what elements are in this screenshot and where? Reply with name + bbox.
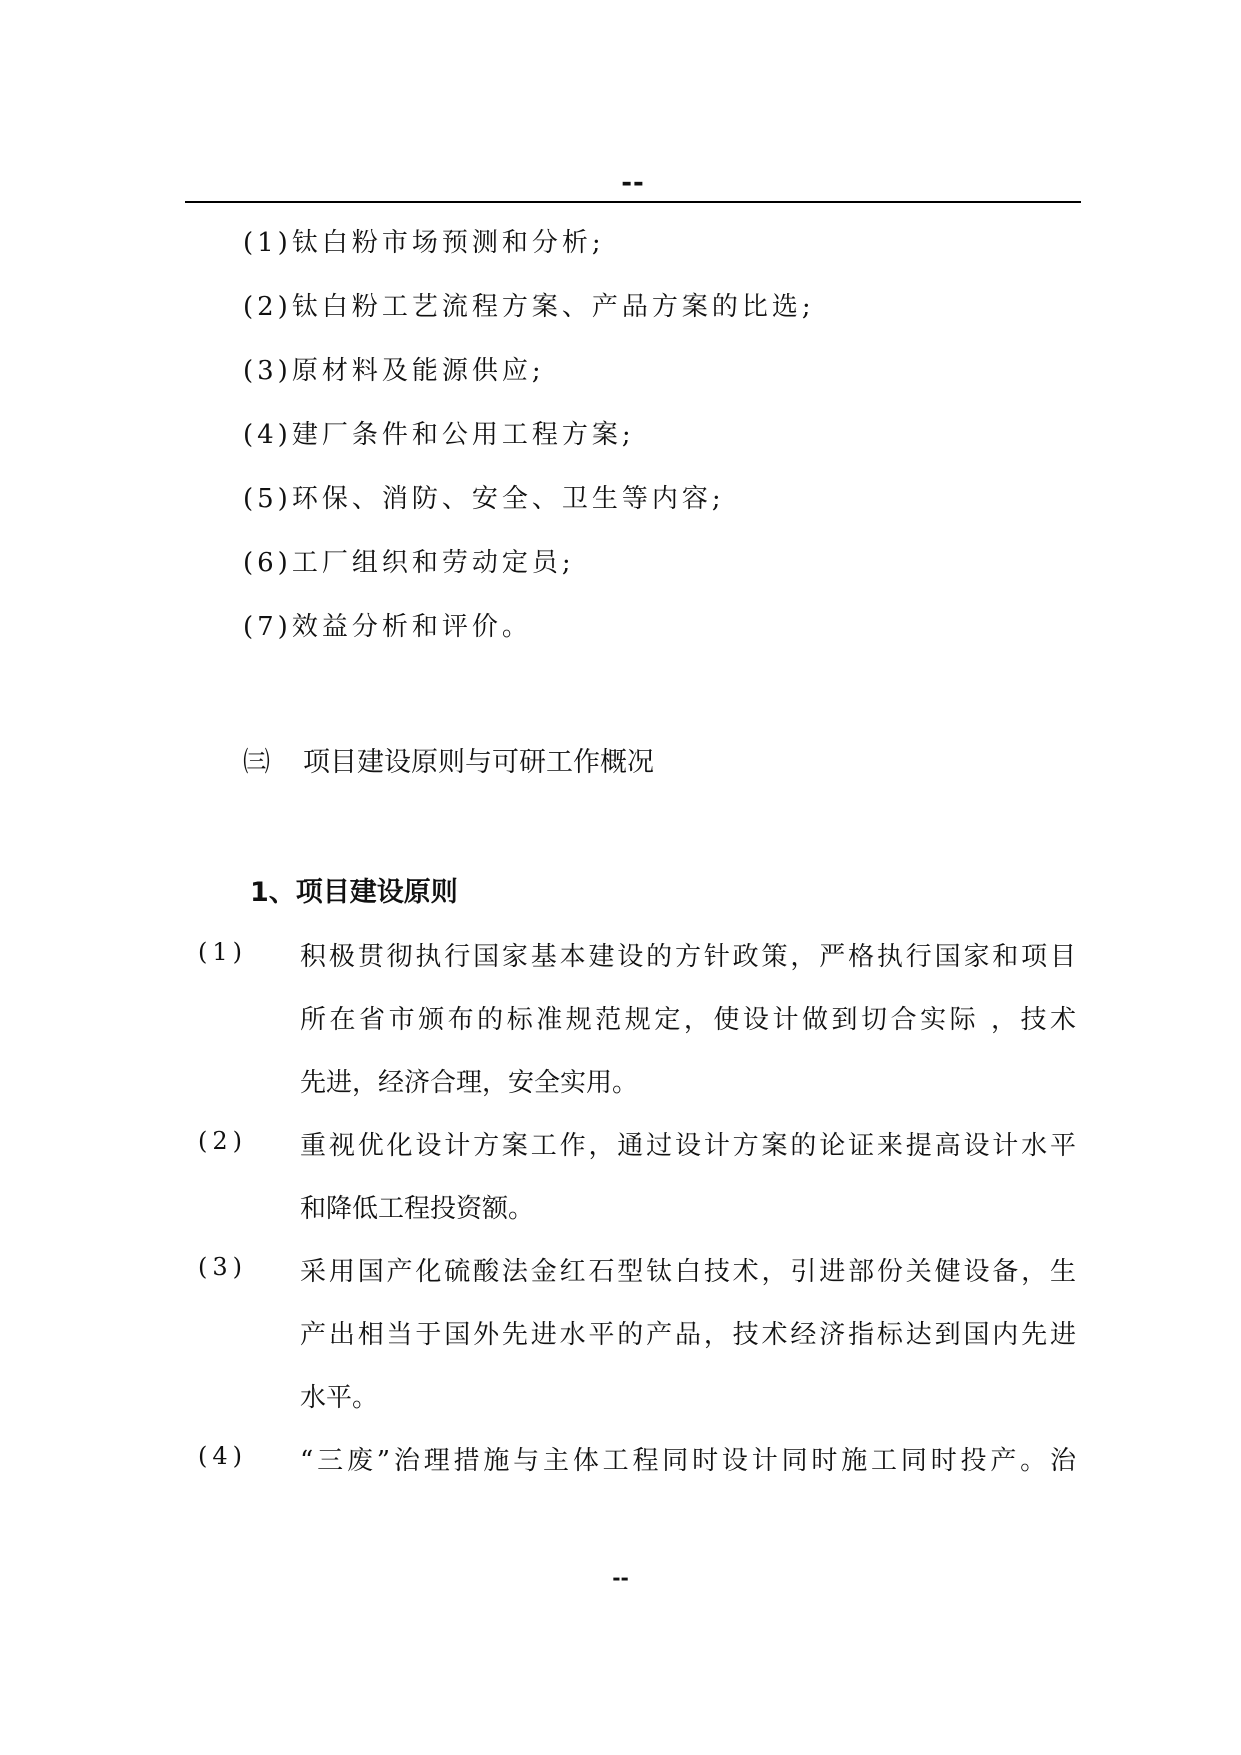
list-item: (5)环保、消防、安全、卫生等内容;: [243, 484, 725, 514]
principle-line: “三废”治理措施与主体工程同时设计同时施工同时投产。治: [300, 1446, 1076, 1476]
list-item: (4)建厂条件和公用工程方案;: [243, 420, 635, 450]
principle-line: 先进，经济合理，安全实用。: [300, 1068, 639, 1098]
principle-number: (4): [198, 1442, 247, 1470]
principle-line: 所在省市颁布的标准规范规定，使设计做到切合实际 ，技术: [300, 1005, 1076, 1035]
principle-line: 积极贯彻执行国家基本建设的方针政策，严格执行国家和项目: [300, 942, 1076, 972]
principle-line: 采用国产化硫酸法金红石型钛白技术，引进部份关健设备，生: [300, 1257, 1076, 1287]
subsection-heading: 1、项目建设原则: [250, 877, 458, 908]
principle-line: 产出相当于国外先进水平的产品，技术经济指标达到国内先进: [300, 1320, 1076, 1350]
principle-line: 水平。: [300, 1383, 379, 1413]
principle-number: (2): [198, 1127, 247, 1155]
list-item: (1)钛白粉市场预测和分析;: [243, 228, 605, 258]
principle-number: (3): [198, 1253, 247, 1281]
page-footer: --: [612, 1566, 629, 1590]
section-title: 项目建设原则与可研工作概况: [303, 747, 654, 778]
page-header: --: [621, 168, 645, 198]
principle-number: (1): [198, 938, 247, 966]
section-heading: [243, 740, 654, 779]
list-item: (2)钛白粉工艺流程方案、产品方案的比选;: [243, 292, 815, 322]
section-marker: ㈢: [243, 747, 270, 778]
principle-line: 重视优化设计方案工作，通过设计方案的论证来提高设计水平: [300, 1131, 1076, 1161]
principle-line: 和降低工程投资额。: [300, 1194, 535, 1224]
list-item: (6)工厂组织和劳动定员;: [243, 548, 575, 578]
list-item: (3)原材料及能源供应;: [243, 356, 545, 386]
list-item: (7)效益分析和评价。: [243, 612, 532, 642]
header-rule: [185, 201, 1081, 203]
